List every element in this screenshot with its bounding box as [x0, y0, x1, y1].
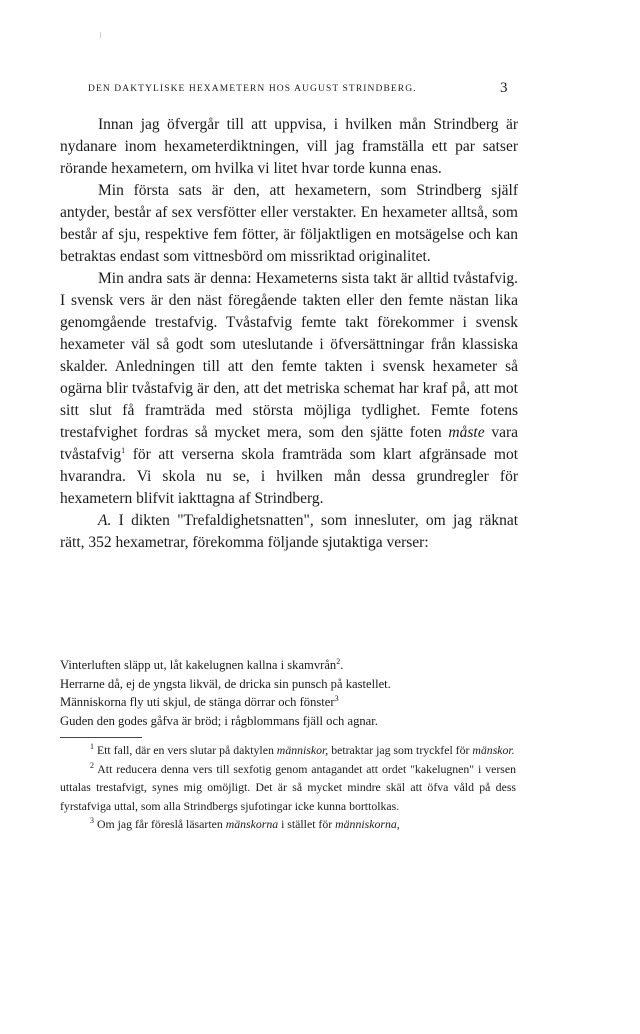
paragraph-3	[60, 268, 518, 510]
margin-speck	[100, 32, 101, 38]
verse-line-1-end: .	[340, 658, 344, 672]
footnote-3-mark: 3	[90, 816, 94, 826]
paragraph-3-part-b: vara tvåstafvig	[60, 424, 519, 463]
page-number: 3	[500, 80, 508, 96]
footnote-ref-2: 2	[336, 656, 341, 666]
paragraph-1: Innan jag öfvergår till att uppvisa, i hvilken mån Strindberg är nydanare inom hexameterdiktningen, vill jag framställa ett par satser rörande hexametern, om hvilka vi litet hvar torde kunna enas.	[60, 116, 518, 177]
verse-line-3	[60, 693, 530, 712]
section-label: A.	[98, 512, 112, 529]
footnote-1-emphasis-2: mänskor.	[472, 743, 515, 757]
footnote-3-emphasis-2: människorna,	[335, 817, 400, 832]
footnote-2-text: Att reducera denna vers till sexfotig genom antagandet att ordet "kakelugnen" i versen uttalas trestafvigt, synes mig omöjligt. Det är så mycket mindre skäl att öfva våld på dess fyrstafviga uttal, som alla Strindbergs sjufotingar icke kunna borttolkas.	[60, 761, 516, 813]
footnote-2-mark: 2	[90, 760, 94, 770]
running-header: DEN DAKTYLISKE HEXAMETERN HOS AUGUST STRINDBERG.	[88, 84, 417, 94]
footnote-1	[60, 741, 516, 760]
footnote-1-text-b: betraktar jag som tryckfel för	[331, 743, 470, 757]
footnote-1-mark: 1	[90, 742, 94, 752]
paragraph-4	[60, 510, 518, 554]
paragraph-4-text: I dikten "Trefaldighetsnatten", som innesluter, om jag räknat rätt, 352 hexametrar, förekomma följande sjutaktiga verser:	[60, 512, 519, 551]
footnote-rule	[60, 737, 142, 738]
paragraph-3-part-c: för att verserna skola framträda som klart afgränsade mot hvarandra. Vi skola nu se, i hvilken mån dessa grundregler för hexametern blifvit iakttagna af Strindberg.	[60, 446, 519, 507]
verse-quotation	[60, 656, 530, 730]
footnote-ref-1: 1	[121, 445, 126, 455]
verse-line-4: Guden den godes gåfva är bröd; i rågblommans fjäll och agnar.	[60, 713, 378, 728]
paragraph-3-emphasis: måste	[448, 424, 485, 441]
verse-line-1-text: Vinterluften släpp ut, låt kakelugnen kallna i skamvrån	[60, 658, 337, 672]
footnotes	[60, 741, 516, 834]
verse-line-2: Herrarne då, ej de yngsta likväl, de dricka sin punsch på kastellet.	[60, 676, 391, 691]
footnote-3	[60, 815, 516, 834]
footnote-1-text-a: Ett fall, där en vers slutar på daktylen	[96, 743, 274, 757]
footnote-3-text-a: Om jag får föreslå läsarten	[96, 817, 223, 832]
footnote-ref-3: 3	[334, 693, 339, 703]
body-text	[60, 114, 518, 554]
footnote-1-emphasis: människor,	[276, 743, 329, 757]
footnote-3-text-b: i stället för	[281, 817, 333, 832]
verse-line-1	[60, 656, 530, 675]
verse-line-3-text: Människorna fly uti skjul, de stänga dörrar och fönster	[60, 695, 335, 709]
paragraph-3-part-a: Min andra sats är denna: Hexameterns sista takt är alltid tvåstafvig. I svensk vers är den näst föregående takten eller den femte nästan lika genomgående trestafvig. Tvåstafvig femte takt förekommer i svensk hexameter väl så godt som uteslutande i öfversättningar från klassiska skalder. Anledningen till att den femte takten i svensk hexameter så ogärna blir tvåstafvig är den, att det metriska schemat har kraf på, att mot sitt slut få framträda med största möjliga tydlighet. Femte fotens trestafvighet fordras så mycket mera, som den sjätte foten	[60, 270, 518, 441]
paragraph-2: Min första sats är den, att hexametern, som Strindberg själf antyder, består af sex versfötter eller verstakter. En hexameter alltså, som består af sju, respektive fem fötter, är följaktligen en motsägelse och kan betraktas endast som vittnesbörd om missriktad originalitet.	[60, 182, 518, 265]
footnote-3-emphasis: mänskorna	[225, 817, 279, 832]
footnote-2	[60, 760, 516, 816]
